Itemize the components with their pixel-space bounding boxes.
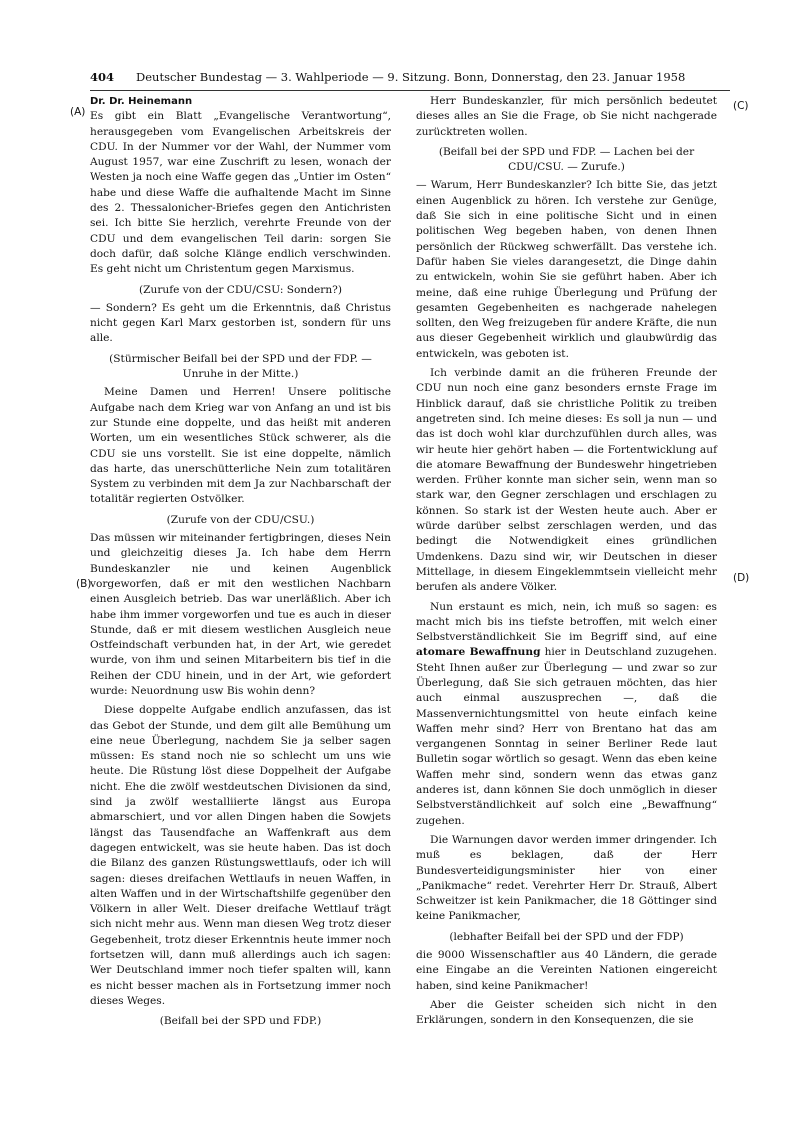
page-number: 404 [90,70,115,84]
paragraph: Die Warnungen davor werden immer dringender. Ich muß es beklagen, daß der Herr Bundesverteidigungsminister hier von einer „Panikmache“ redet. Verehrter Herr Dr. Strauß, Albert Schweitzer ist kein Panikmacher, die 18 Göttinger sind keine Panikmacher, [416,833,717,923]
interjection: (lebhafter Beifall bei der SPD und der FDP) [449,930,684,943]
interjection: (Beifall bei der SPD und FDP.) [159,1015,322,1028]
margin-mark-d: (D) [733,572,750,584]
paragraph: Es gibt ein Blatt „Evangelische Verantwortung“, herausgegeben vom Evangelischen Arbeitskreis der CDU. In der Nummer vor der Wahl, der Nummer vom August 1957, war eine Zuschrift zu lesen, wonach der Westen ja noch eine Waffe gegen das „Untier im Osten“ habe und diese Waffe die aufhaltende Macht im Sinne des 2. Thessalonicher-Briefes gegen den Antichristen sei. Ich bitte Sie herzlich, verehrte Freunde von der CDU und dem evangelischen Teil darin: sorgen Sie doch dafür, daß solche Klänge endlich verschwinden. Es geht nicht um Christentum gegen Marxismus. [90,110,391,276]
margin-mark-b: (B) [76,578,92,590]
running-header [90,70,730,84]
paragraph: Meine Damen und Herren! Unsere politische Aufgabe nach dem Krieg war von Anfang an und ist bis zur Stunde eine doppelte, und das heißt mit anderen Worten, um ein wesentliches Stück schwerer, als die CDU sie uns vorstellt. Sie ist eine doppelte, nämlich das harte, das unerschütterliche Nein zum totalitären System zu verbinden mit dem Ja zur Nachbarschaft der totalitär regierten Ostvölker. [90,386,391,506]
paragraph: — Sondern? Es geht um die Erkenntnis, daß Christus nicht gegen Karl Marx gestorben ist, sondern für uns alle. [90,301,391,345]
text-run: hier in Deutschland zuzugehen. Steht Ihnen außer zur Überlegung — und zwar so zur Überlegung, daß Sie sich getrauen möchten, das hier auch einmal auszusprechen —, daß die Massenvernichtungsmittel von heute einfach keine Waffen mehr sind? Herr von Brentano hat das am vergangenen Sonntag in seiner Berliner Rede laut Bulletin sogar wörtlich so gesagt. Wenn das eben keine Waffen mehr sind, sondern wenn das etwas ganz anderes ist, dann können Sie doch unmöglich in dieser Selbstverständlichkeit auf solch eine „Bewaffnung“ zugehen. [416,646,717,827]
paragraph: Das müssen wir miteinander fertigbringen, dieses Nein und gleichzeitig dieses Ja. Ich habe dem Herrn Bundeskanzler nie und keinen Augenblick vorgeworfen, daß er mit den westlichen Nachbarn einen Ausgleich betrieb. Das war unerläßlich. Aber ich habe ihm immer vorgeworfen und tue es auch in dieser Stunde, daß er mit diesem westlichen Ausgleich neue Ostfeindschaft verbunden hat, in der Art, wie geredet wurde, von ihm und seinen Mitarbeitern bis tief in die Reihen der CDU hinein, und in der Art, wie gefordert wurde: Neuordnung usw Bis wohin denn? [90,532,391,697]
speaker-name: Dr. Dr. Heinemann [90,96,193,107]
paragraph: Aber die Geister scheiden sich nicht in den Erklärungen, sondern in den Konsequenzen, die sie [416,998,717,1027]
interjection: (Zurufe von der CDU/CSU: Sondern?) [139,283,342,296]
margin-mark-a: (A) [70,106,86,118]
paragraph: Diese doppelte Aufgabe endlich anzufassen, das ist das Gebot der Stunde, und dem gilt alle Bemühung um eine neue Überlegung, nachdem Sie ja selber sagen müssen: Es stand noch nie so schlecht um uns wie heute. Die Rüstung löst diese Doppelheit der Aufgabe nicht. Ehe die zwölf westdeutschen Divisionen da sind, sind ja zwölf westalliierte längst aus Europa abmarschiert, und vor allen Dingen haben die Sowjets längst das Tausendfache an Waffenkraft aus dem dagegen entwickelt, was sie heute haben. Das ist doch die Bilanz des ganzen Rüstungswettlaufs, oder ich will sagen: dieses dreifachen Wettlaufs in neuen Waffen, in alten Waffen und in der Wirtschaftshilfe gegenüber den Völkern in aller Welt. Dieser dreifache Wettlauf trägt sich nicht mehr aus. Wenn man diesen Weg trotz dieser Gegebenheit, trotz dieser Erkenntnis heute immer noch fortsetzen will, dann muß allerdings auch ich sagen: Wer Deutschland immer noch tiefer spalten will, kann es nicht besser machen als in Fortsetzung immer noch dieses Weges. [90,704,391,1007]
paragraph: — Warum, Herr Bundeskanzler? Ich bitte Sie, das jetzt einen Augenblick zu hören. Ich verstehe zur Genüge, daß Sie sich in eine politische Sicht und in einen politischen Weg begeben haben, von denen Ihnen persönlich der Rückweg schwerfällt. Das verstehe ich. Dafür haben Sie vieles darangesetzt, die Dinge dahin zu entwickeln, wohin Sie sie geführt haben. Aber ich meine, daß eine ruhige Überlegung und Prüfung der gesamten Gegebenheiten es nachgerade nahelegen sollten, den Weg freizugeben für andere Kräfte, die nun aus dieser Gegebenheit wirklich und glaubwürdig das entwickeln, was geboten ist. [416,179,717,360]
right-column [416,94,717,1029]
left-column [90,94,391,1033]
interjection: (Stürmischer Beifall bei der SPD und der FDP. — Unruhe in der Mitte.) [109,352,372,381]
interjection: (Beifall bei der SPD und FDP. — Lachen bei der CDU/CSU. — Zurufe.) [438,145,695,174]
text-run: Nun erstaunt es mich, nein, ich muß so sagen: es macht mich bis ins tiefste betroffen, mit welch einer Selbstverständlichkeit Sie im Begriff sind, auf eine [416,600,717,644]
interjection: (Zurufe von der CDU/CSU.) [166,513,315,526]
paragraph [416,600,717,829]
paragraph: Ich verbinde damit an die früheren Freunde der CDU nun noch eine ganz besonders ernste Frage im Hinblick darauf, daß sie christliche Politik zu treiben angetreten sind. Ich meine dieses: Es soll ja nun — und das ist doch wohl klar durchzufühlen durch alles, was wir heute hier gehört haben — die Fortentwicklung auf die atomare Bewaffnung der Bundeswehr hingetrieben werden. Früher konnte man sicher sein, wenn man so stark war, den Gegner zerschlagen und erschlagen zu können. So stark ist der Westen heute auch. Aber er würde darüber selbst zerschlagen werden, und das bedingt die Notwendigkeit eines gründlichen Umdenkens. Dazu sind wir, wir Deutschen in dieser Mittellage, in diesem Eingeklemmtsein vielleicht mehr berufen als andere Völker. [416,367,717,594]
margin-mark-c: (C) [733,100,749,112]
bold-phrase: atomare Bewaffnung [416,646,541,659]
header-rule [90,90,730,91]
paragraph: Herr Bundeskanzler, für mich persönlich bedeutet dieses alles an Sie die Frage, ob Sie nicht nachgerade zurücktreten wollen. [416,95,717,138]
paragraph: die 9000 Wissenschaftler aus 40 Ländern, die gerade eine Eingabe an die Vereinten Nationen eingereicht haben, sind keine Panikmacher! [416,949,717,992]
running-title: Deutscher Bundestag — 3. Wahlperiode — 9. Sitzung. Bonn, Donnerstag, den 23. Januar 1958 [136,70,686,84]
